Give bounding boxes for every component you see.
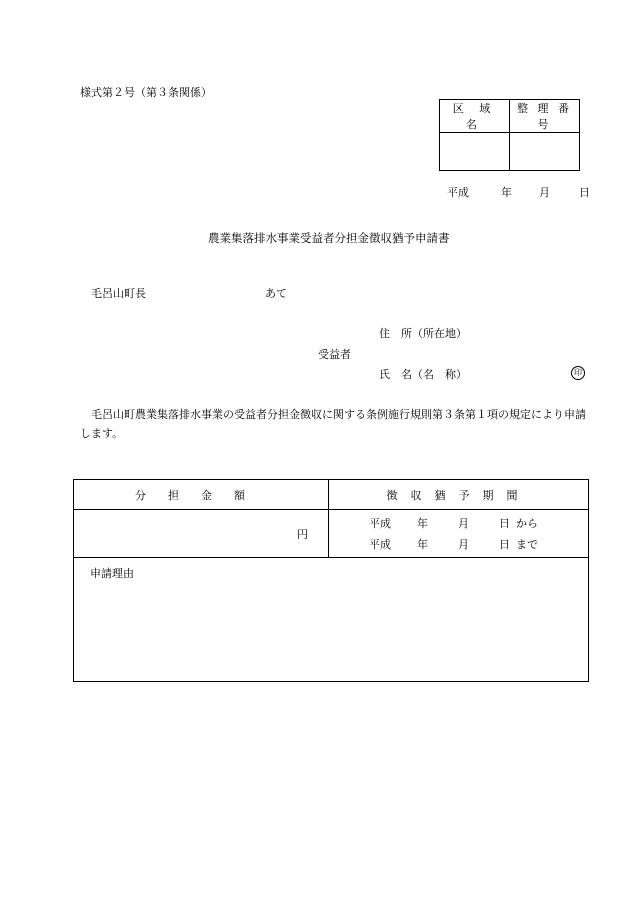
deferral-period-header: 徴収猶予期間	[329, 480, 589, 510]
date-day: 日	[579, 186, 590, 199]
reference-number-header: 整 理 番 号	[510, 100, 580, 133]
reference-table	[439, 99, 580, 171]
date-era: 平成	[447, 186, 469, 199]
district-name-header: 区 域 名	[440, 100, 510, 133]
amount-field[interactable]	[74, 510, 329, 558]
applicant-address-label: 住 所（所在地）	[379, 327, 467, 340]
date-month: 月	[539, 186, 550, 199]
applicant-name-label: 氏 名（名 称）	[379, 368, 467, 381]
seal-icon: 印	[571, 366, 585, 380]
period-from-line: 平成 年 月 日 から	[369, 516, 538, 530]
period-to-line: 平成 年 月 日 まで	[369, 537, 538, 551]
body-text: 毛呂山町農業集落排水事業の受益者分担金徴収に関する条例施行規則第３条第１項の規定により申請します。	[80, 408, 586, 440]
date-year: 年	[501, 186, 512, 199]
date-line	[447, 184, 590, 200]
amount-header: 分担金額	[74, 480, 329, 510]
reason-label: 申請理由	[90, 567, 134, 580]
applicant-role-label: 受益者	[318, 348, 351, 361]
deferral-period-field[interactable]	[329, 510, 589, 558]
addressee-honorific: あて	[265, 287, 287, 300]
document-title: 農業集落排水事業受益者分担金徴収猶予申請書	[208, 231, 450, 245]
form-number: 様式第２号（第３条関係）	[80, 86, 212, 99]
reference-number-field[interactable]	[510, 133, 580, 171]
addressee-name: 毛呂山町長	[91, 287, 146, 300]
district-name-field[interactable]	[440, 133, 510, 171]
reason-field[interactable]	[74, 558, 589, 682]
currency-label: 円	[297, 527, 308, 541]
application-table	[73, 479, 589, 682]
